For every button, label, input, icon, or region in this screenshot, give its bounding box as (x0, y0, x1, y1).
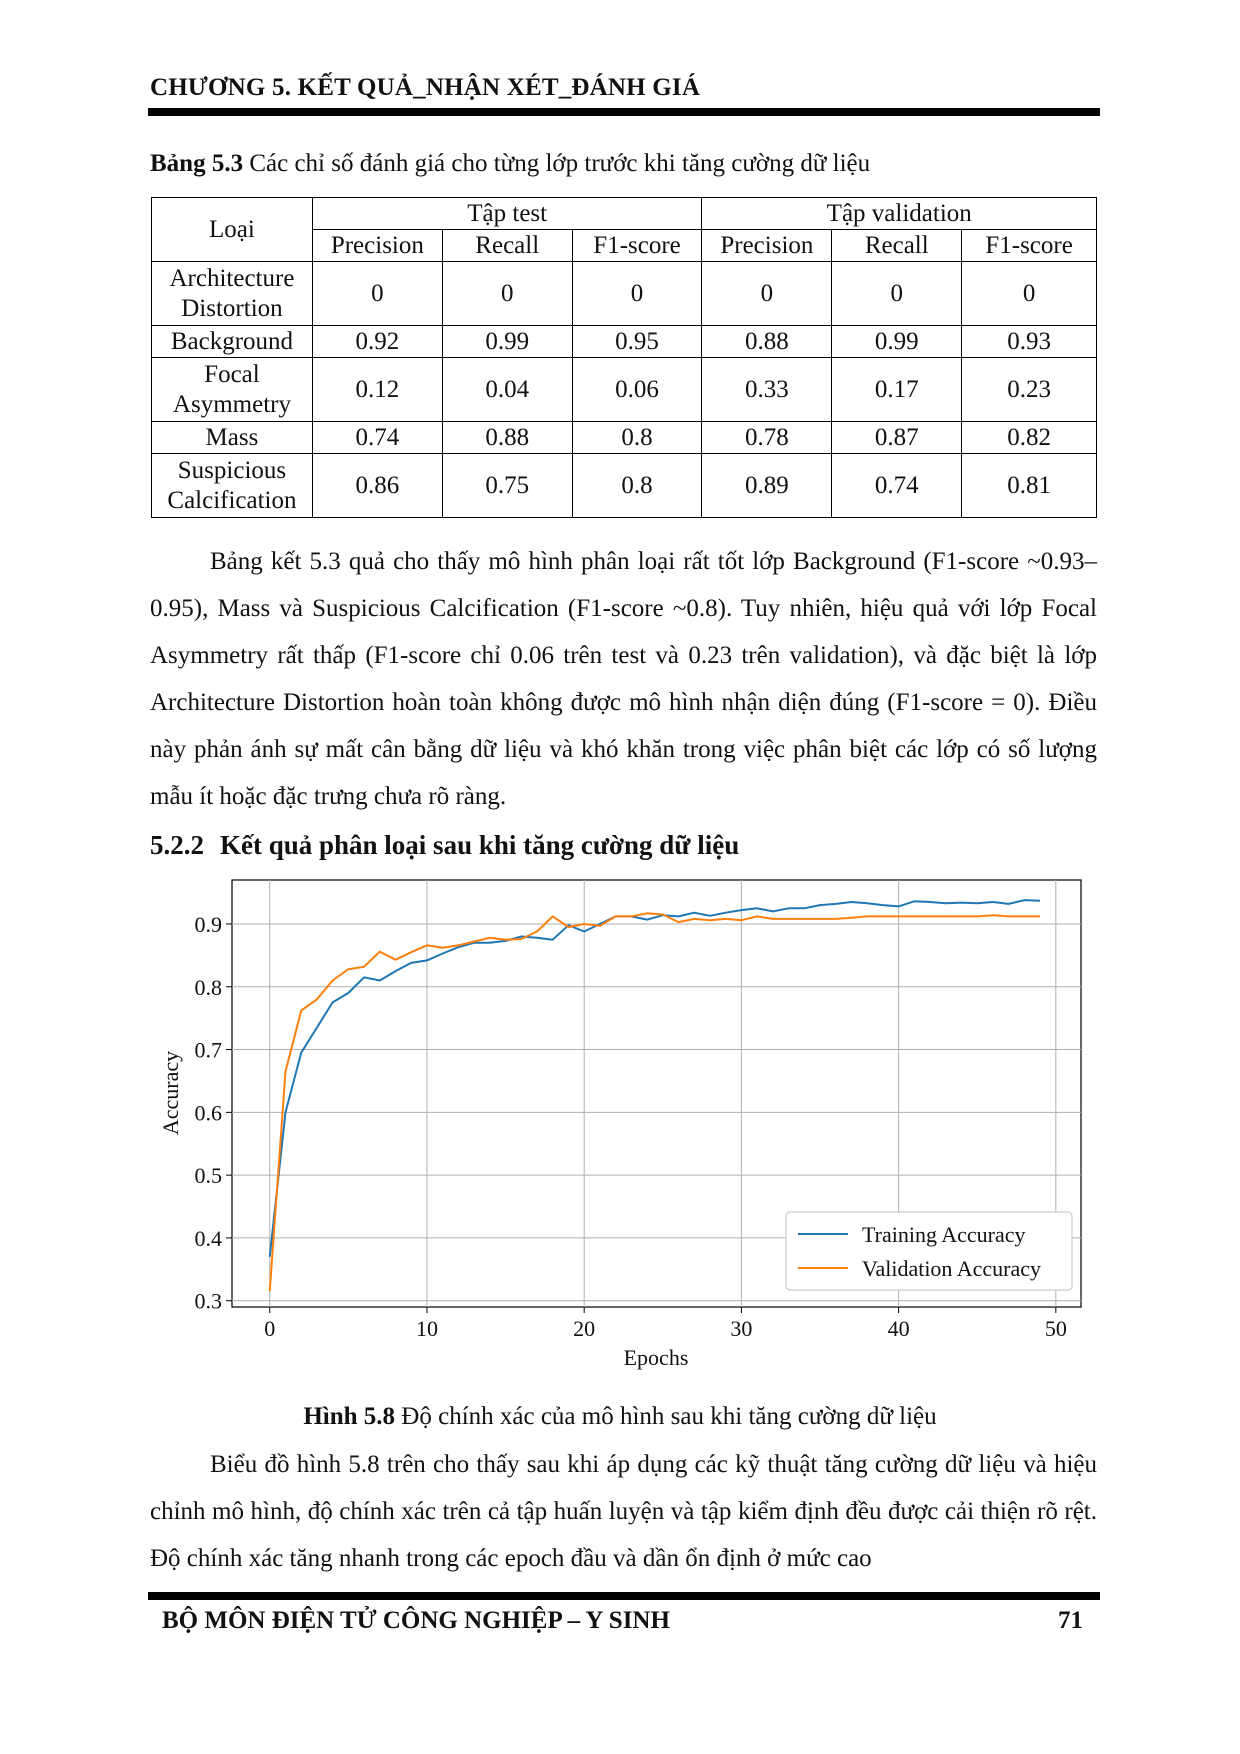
table-cell: 0.75 (442, 454, 572, 518)
row-label: Background (152, 326, 313, 358)
table-cell: 0.89 (702, 454, 832, 518)
row-label-line: Asymmetry (172, 390, 291, 418)
table-cell: 0.8 (572, 422, 702, 454)
table-cell: 0.82 (962, 422, 1097, 454)
x-tick-label: 20 (573, 1316, 596, 1341)
page-number: 71 (1058, 1607, 1083, 1634)
row-label-line: Distortion (181, 294, 283, 322)
table-cell: 0.93 (962, 326, 1097, 358)
table-caption (150, 150, 870, 178)
y-tick-label: 0.9 (194, 911, 222, 937)
group-header-validation: Tập validation (702, 198, 1097, 230)
row-label-line: Calcification (167, 486, 297, 514)
y-tick-label: 0.5 (194, 1163, 222, 1189)
column-header: F1-score (962, 230, 1097, 262)
header-rule (148, 108, 1100, 116)
x-tick-label: 30 (730, 1316, 753, 1341)
y-tick-label: 0.3 (194, 1288, 222, 1314)
table-cell: 0.17 (832, 358, 962, 422)
x-tick-label: 10 (415, 1316, 438, 1341)
figure-caption-text: Độ chính xác của mô hình sau khi tăng cường dữ liệu (401, 1403, 937, 1430)
group-header-test: Tập test (312, 198, 702, 230)
row-label (152, 454, 313, 518)
table-row (152, 262, 1097, 326)
table-row (152, 454, 1097, 518)
section-title: Kết quả phân loại sau khi tăng cường dữ liệu (220, 830, 740, 860)
table-cell: 0 (702, 262, 832, 326)
chapter-title: CHƯƠNG 5. KẾT QUẢ_NHẬN XÉT_ĐÁNH GIÁ (150, 74, 701, 101)
table-caption-label: Bảng 5.3 (150, 150, 244, 177)
table-cell: 0.12 (312, 358, 442, 422)
table-cell: 0.23 (962, 358, 1097, 422)
table-row (152, 422, 1097, 454)
table-cell: 0.8 (572, 454, 702, 518)
row-label (152, 358, 313, 422)
table-cell: 0 (832, 262, 962, 326)
table-cell: 0.74 (312, 422, 442, 454)
footer-department: BỘ MÔN ĐIỆN TỬ CÔNG NGHIỆP – Y SINH (162, 1607, 670, 1634)
figure-caption-label: Hình 5.8 (303, 1403, 396, 1430)
legend-label-validation: Validation Accuracy (862, 1256, 1041, 1281)
column-header: Precision (312, 230, 442, 262)
y-tick-label: 0.7 (194, 1037, 222, 1063)
table-cell: 0.33 (702, 358, 832, 422)
table-row (152, 326, 1097, 358)
table-cell: 0.99 (442, 326, 572, 358)
table-corner-label: Loại (152, 198, 313, 262)
paragraph-text: Bảng kết 5.3 quả cho thấy mô hình phân loại rất tốt lớp Background (F1-score ~0.93–0.95), Mass và Suspicious Calcification (F1-score ~0.8). Tuy nhiên, hiệu quả với lớp Focal Asymmetry rất thấp (F1-score chỉ 0.06 trên test và 0.23 trên validation), và đặc biệt là lớp Architecture Distortion hoàn toàn không được mô hình nhận diện đúng (F1-score = 0). Điều này phản ánh sự mất cân bằng dữ liệu và khó khăn trong việc phân biệt các lớp có số lượng mẫu ít hoặc đặc trưng chưa rõ ràng. (150, 548, 1097, 810)
table-cell: 0.86 (312, 454, 442, 518)
footer-rule (148, 1592, 1100, 1600)
x-tick-label: 40 (887, 1316, 910, 1341)
table-cell: 0 (962, 262, 1097, 326)
row-label-line: Suspicious (177, 456, 287, 484)
paragraph-text: Biểu đồ hình 5.8 trên cho thấy sau khi áp dụng các kỹ thuật tăng cường dữ liệu và hiệu chỉnh mô hình, độ chính xác trên cả tập huấn luyện và tập kiểm định đều được cải thiện rõ rệt. Độ chính xác tăng nhanh trong các epoch đầu và dần ổn định ở mức cao (150, 1451, 1097, 1572)
paragraph-table-discussion (150, 538, 1097, 820)
table-cell: 0.74 (832, 454, 962, 518)
row-label: Mass (152, 422, 313, 454)
y-tick-label: 0.6 (194, 1100, 222, 1126)
chart-legend (786, 1212, 1072, 1290)
table-cell: 0.99 (832, 326, 962, 358)
paragraph-figure-discussion (150, 1441, 1097, 1582)
metrics-table (151, 197, 1097, 518)
column-header: Precision (702, 230, 832, 262)
x-tick-label: 0 (264, 1316, 276, 1341)
row-label-line: Architecture (169, 264, 295, 292)
legend-label-training: Training Accuracy (862, 1222, 1026, 1247)
table-caption-text: Các chỉ số đánh giá cho từng lớp trước khi tăng cường dữ liệu (249, 150, 871, 177)
column-header: Recall (442, 230, 572, 262)
section-heading (150, 830, 739, 861)
column-header: Recall (832, 230, 962, 262)
table-cell: 0.88 (442, 422, 572, 454)
section-number: 5.2.2 (150, 830, 204, 860)
table-cell: 0 (442, 262, 572, 326)
table-cell: 0.88 (702, 326, 832, 358)
table-row (152, 358, 1097, 422)
x-axis-label: Epochs (623, 1345, 689, 1370)
accuracy-chart (150, 872, 1090, 1377)
table-cell: 0.78 (702, 422, 832, 454)
column-header: F1-score (572, 230, 702, 262)
row-label (152, 262, 313, 326)
x-tick-label: 50 (1044, 1316, 1067, 1341)
table-cell: 0 (312, 262, 442, 326)
figure-caption (0, 1403, 1240, 1431)
y-axis-label: Accuracy (158, 1050, 183, 1136)
row-label-line: Focal (204, 360, 260, 388)
table-cell: 0.92 (312, 326, 442, 358)
table-cell: 0.87 (832, 422, 962, 454)
table-cell: 0.06 (572, 358, 702, 422)
y-tick-label: 0.8 (194, 974, 222, 1000)
table-cell: 0.04 (442, 358, 572, 422)
table-cell: 0 (572, 262, 702, 326)
table-cell: 0.81 (962, 454, 1097, 518)
y-tick-label: 0.4 (194, 1225, 222, 1251)
table-cell: 0.95 (572, 326, 702, 358)
